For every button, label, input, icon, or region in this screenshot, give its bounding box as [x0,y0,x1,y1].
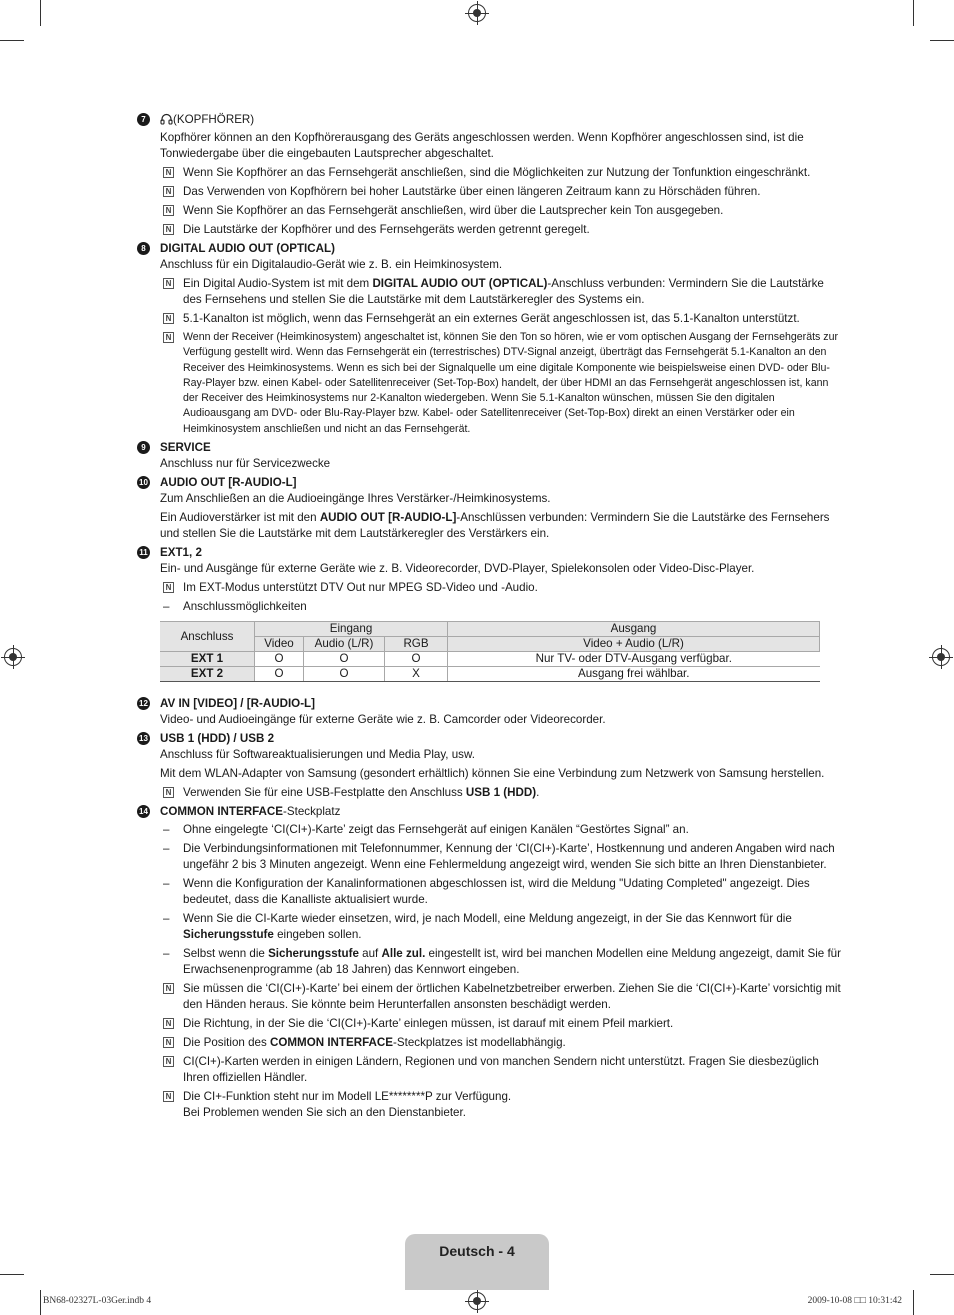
crop-mark [40,1290,41,1315]
section-body: Anschluss für ein Digitalaudio-Gerät wie z. B. ein Heimkinosystem. [160,258,503,271]
section-title: SERVICE [160,441,211,455]
section-digital-audio-out [137,241,843,437]
section-number: 7 [137,113,150,126]
crop-mark [913,1290,914,1315]
dash-item: – Wenn die Konfiguration der Kanalinformationen abgeschlossen ist, wird die Meldung "Udating Completed" angezeigt. Dies bedeutet, dass die Kanalliste aktualisiert wurde. [163,877,810,907]
dash-item: – Anschlussmöglichkeiten [163,600,307,614]
section-title: (KOPFHÖRER) [173,113,255,126]
registration-mark-icon [468,4,486,22]
section-body: Ein- und Ausgänge für externe Geräte wie z. B. Videorecorder, DVD-Player, Spielekonsolen oder Video-Disc-Player. [160,562,755,576]
note-icon: N [163,1018,174,1029]
crop-mark [0,1274,24,1275]
section-body: Anschluss für Softwareaktualisierungen und Media Play, usw. [160,748,475,762]
section-body: Kopfhörer können an den Kopfhörerausgang des Geräts angeschlossen werden. Wenn Kopfhörer angeschlossen sind, ist die Tonwiedergabe über die eingebauten Lautsprecher abgeschaltet. [160,131,804,160]
section-body: Zum Anschließen an die Audioeingänge Ihres Verstärker-/Heimkinosystems. [160,492,551,506]
note-icon: N [163,205,174,216]
section-av-in [137,696,843,728]
headphones-icon [160,113,173,130]
section-number: 11 [137,546,150,559]
section-title: COMMON INTERFACE-Steckplatz [160,805,341,819]
section-common-interface [137,804,843,1121]
registration-mark-icon [4,648,22,666]
section-usb [137,731,843,801]
note: N Die Lautstärke der Kopfhörer und des Fernsehgeräts werden getrennt geregelt. [160,222,843,238]
crop-mark [40,0,41,26]
section-number: 13 [137,732,150,745]
section-number: 9 [137,441,150,454]
note-icon: N [163,1037,174,1048]
note-icon: N [163,278,174,289]
section-title: EXT1, 2 [160,546,202,560]
note: N Verwenden Sie für eine USB-Festplatte den Anschluss USB 1 (HDD). [160,785,843,801]
manual-content [137,110,843,1124]
print-date-info: 2009-10-08 □□ 10:31:42 [807,1296,902,1306]
registration-mark-icon [932,648,950,666]
section-number: 12 [137,697,150,710]
section-title: AUDIO OUT [R-AUDIO-L] [160,476,297,490]
section-ext [137,545,843,615]
registration-mark-icon [468,1292,486,1310]
note-icon: N [163,332,174,343]
note-icon: N [163,582,174,593]
note: N Ein Digital Audio-System ist mit dem DIGITAL AUDIO OUT (OPTICAL)-Anschluss verbunden: Vermindern Sie die Lautstärke des Fernsehens und stellen Sie die Lautstärke mit dem Lautstärkeregler des Systems ein. [160,276,843,308]
note: N Das Verwenden von Kopfhörern bei hoher Lautstärke über einen längeren Zeitraum kann zu Hörschäden führen. [160,184,843,200]
note-icon: N [163,313,174,324]
print-file-info: BN68-02327L-03Ger.indb 4 [43,1296,152,1306]
section-audio-out [137,475,843,542]
connection-table [160,621,820,682]
section-number: 10 [137,476,150,489]
table-header: Anschluss [160,622,255,652]
dash-item: – Wenn Sie die CI-Karte wieder einsetzen, wird, je nach Modell, eine Meldung angezeigt, in der Sie das Kennwort für die Sicherungsstufe eingeben sollen. [163,912,792,942]
section-body: Ein Audioverstärker ist mit den AUDIO OUT [R-AUDIO-L]-Anschlüssen verbunden: Vermindern Sie die Lautstärke des Fernsehers und stellen Sie die Lautstärke mit dem Lautstärkeregler des Verstärkers ein. [160,511,830,541]
note-icon: N [163,983,174,994]
section-service [137,440,843,472]
table-header: Audio (L/R) [304,637,385,652]
crop-mark [930,1274,954,1275]
note: N Wenn Sie Kopfhörer an das Fernsehgerät anschließen, wird über die Lautsprecher kein Ton ausgegeben. [160,203,843,219]
note: N Die CI+-Funktion steht nur im Modell LE********P zur Verfügung. Bei Problemen wenden Sie sich an den Dienstanbieter. [160,1089,843,1121]
note-icon: N [163,787,174,798]
section-body: Anschluss nur für Servicezwecke [160,457,331,471]
note: N Wenn der Receiver (Heimkinosystem) angeschaltet ist, können Sie den Ton so hören, wie er vom optischen Ausgang der Fernsehgeräts zur Verfügung gestellt wird. Wenn das Fernsehgerät ein (terrestrisches) DTV-Signal anzeigt, überträgt das Fernsehgerät 5.1-Kanalton an den Receiver des Heimkinosystems. Wenn es sich bei der Signalquelle um eine digitale Komponente wie beispielsweise einen DVD- oder Blu-Ray-Player bzw. einen Kabel- oder Satellitenreceiver (Set-Top-Box) handelt, der über HDMI an das Fernsehgerät angeschlossen ist, kann der Receiver des Heimkinosystems nur 2-Kanalton wiedergeben. Wenn Sie 5.1-Kanalton wünschen, müssen Sie den digitalen Audioausgang am DVD- oder Blu-Ray-Player bzw. Kabel- oder Satellitenreceiver (Set-Top-Box) direkt an einen Verstärker oder ein Heimkinosystem anschließen und nicht an das Fernsehgerät. [160,330,843,437]
note: N Wenn Sie Kopfhörer an das Fernsehgerät anschließen, sind die Möglichkeiten zur Nutzung der Tonfunktion eingeschränkt. [160,165,843,181]
note: N 5.1-Kanalton ist möglich, wenn das Fernsehgerät an ein externes Gerät angeschlossen ist, das 5.1-Kanalton unterstützt. [160,311,843,327]
table-header: Ausgang [448,622,820,637]
table-header: Video [255,637,304,652]
page-number: Deutsch - 4 [439,1243,515,1259]
page-number-tab [405,1234,549,1290]
note-icon: N [163,186,174,197]
section-body: Video- und Audioeingänge für externe Geräte wie z. B. Camcorder oder Videorecorder. [160,713,606,727]
section-body: Mit dem WLAN-Adapter von Samsung (gesondert erhältlich) können Sie eine Verbindung zum Netzwerk von Samsung herstellen. [160,767,825,781]
dash-item: – Die Verbindungsinformationen mit Telefonnummer, Kennung der ‘CI(CI+)-Karte’, Hostkennung und anderen Angaben wird nach ungefähr 2 bis 3 Minuten angezeigt. Wenn eine Fehlermeldung angezeigt wird, wenden Sie sich bitte an Ihren Dienstanbieter. [163,842,835,872]
table-header: RGB [385,637,448,652]
section-title: USB 1 (HDD) / USB 2 [160,732,275,746]
dash-item: – Selbst wenn die Sicherungsstufe auf Alle zul. eingestellt ist, wird bei manchen Modellen eine Meldung angezeigt, damit Sie für Erwachsenenprogramme (ab 18 Jahren) das Kennwort eingeben. [163,947,841,977]
note: N Sie müssen die ‘CI(CI+)-Karte’ bei einem der örtlichen Kabelnetzbetreiber erwerben. Ziehen Sie die ‘CI(CI+)-Karte’ vorsichtig mit den Händen heraus. Sie könnte beim Herunterfallen ansonsten beschädigt werden. [160,981,843,1013]
note: N Im EXT-Modus unterstützt DTV Out nur MPEG SD-Video und -Audio. [160,580,843,596]
table-header: Eingang [255,622,448,637]
note: N CI(CI+)-Karten werden in einigen Ländern, Regionen und von manchen Sendern nicht unterstützt. Fragen Sie diesbezüglich Ihren offiziellen Händler. [160,1054,843,1086]
section-number: 8 [137,242,150,255]
table-row: EXT 2 O O X Ausgang frei wählbar. [160,667,820,682]
section-headphones [137,112,843,238]
note: N Die Richtung, in der Sie die ‘CI(CI+)-Karte’ einlegen müssen, ist darauf mit einem Pfeil markiert. [160,1016,843,1032]
crop-mark [913,0,914,26]
section-title: AV IN [VIDEO] / [R-AUDIO-L] [160,697,315,711]
note-icon: N [163,224,174,235]
crop-mark [0,40,24,41]
note-icon: N [163,1091,174,1102]
section-title: DIGITAL AUDIO OUT (OPTICAL) [160,242,335,255]
note-icon: N [163,1056,174,1067]
note-icon: N [163,167,174,178]
section-number: 14 [137,805,150,818]
crop-mark [930,40,954,41]
table-row: EXT 1 O O O Nur TV- oder DTV-Ausgang verfügbar. [160,652,820,667]
dash-item: – Ohne eingelegte ‘CI(CI+)-Karte’ zeigt das Fernsehgerät auf einigen Kanälen “Gestörtes Signal” an. [163,823,689,837]
note: N Die Position des COMMON INTERFACE-Steckplatzes ist modellabhängig. [160,1035,843,1051]
table-header: Video + Audio (L/R) [448,637,820,652]
